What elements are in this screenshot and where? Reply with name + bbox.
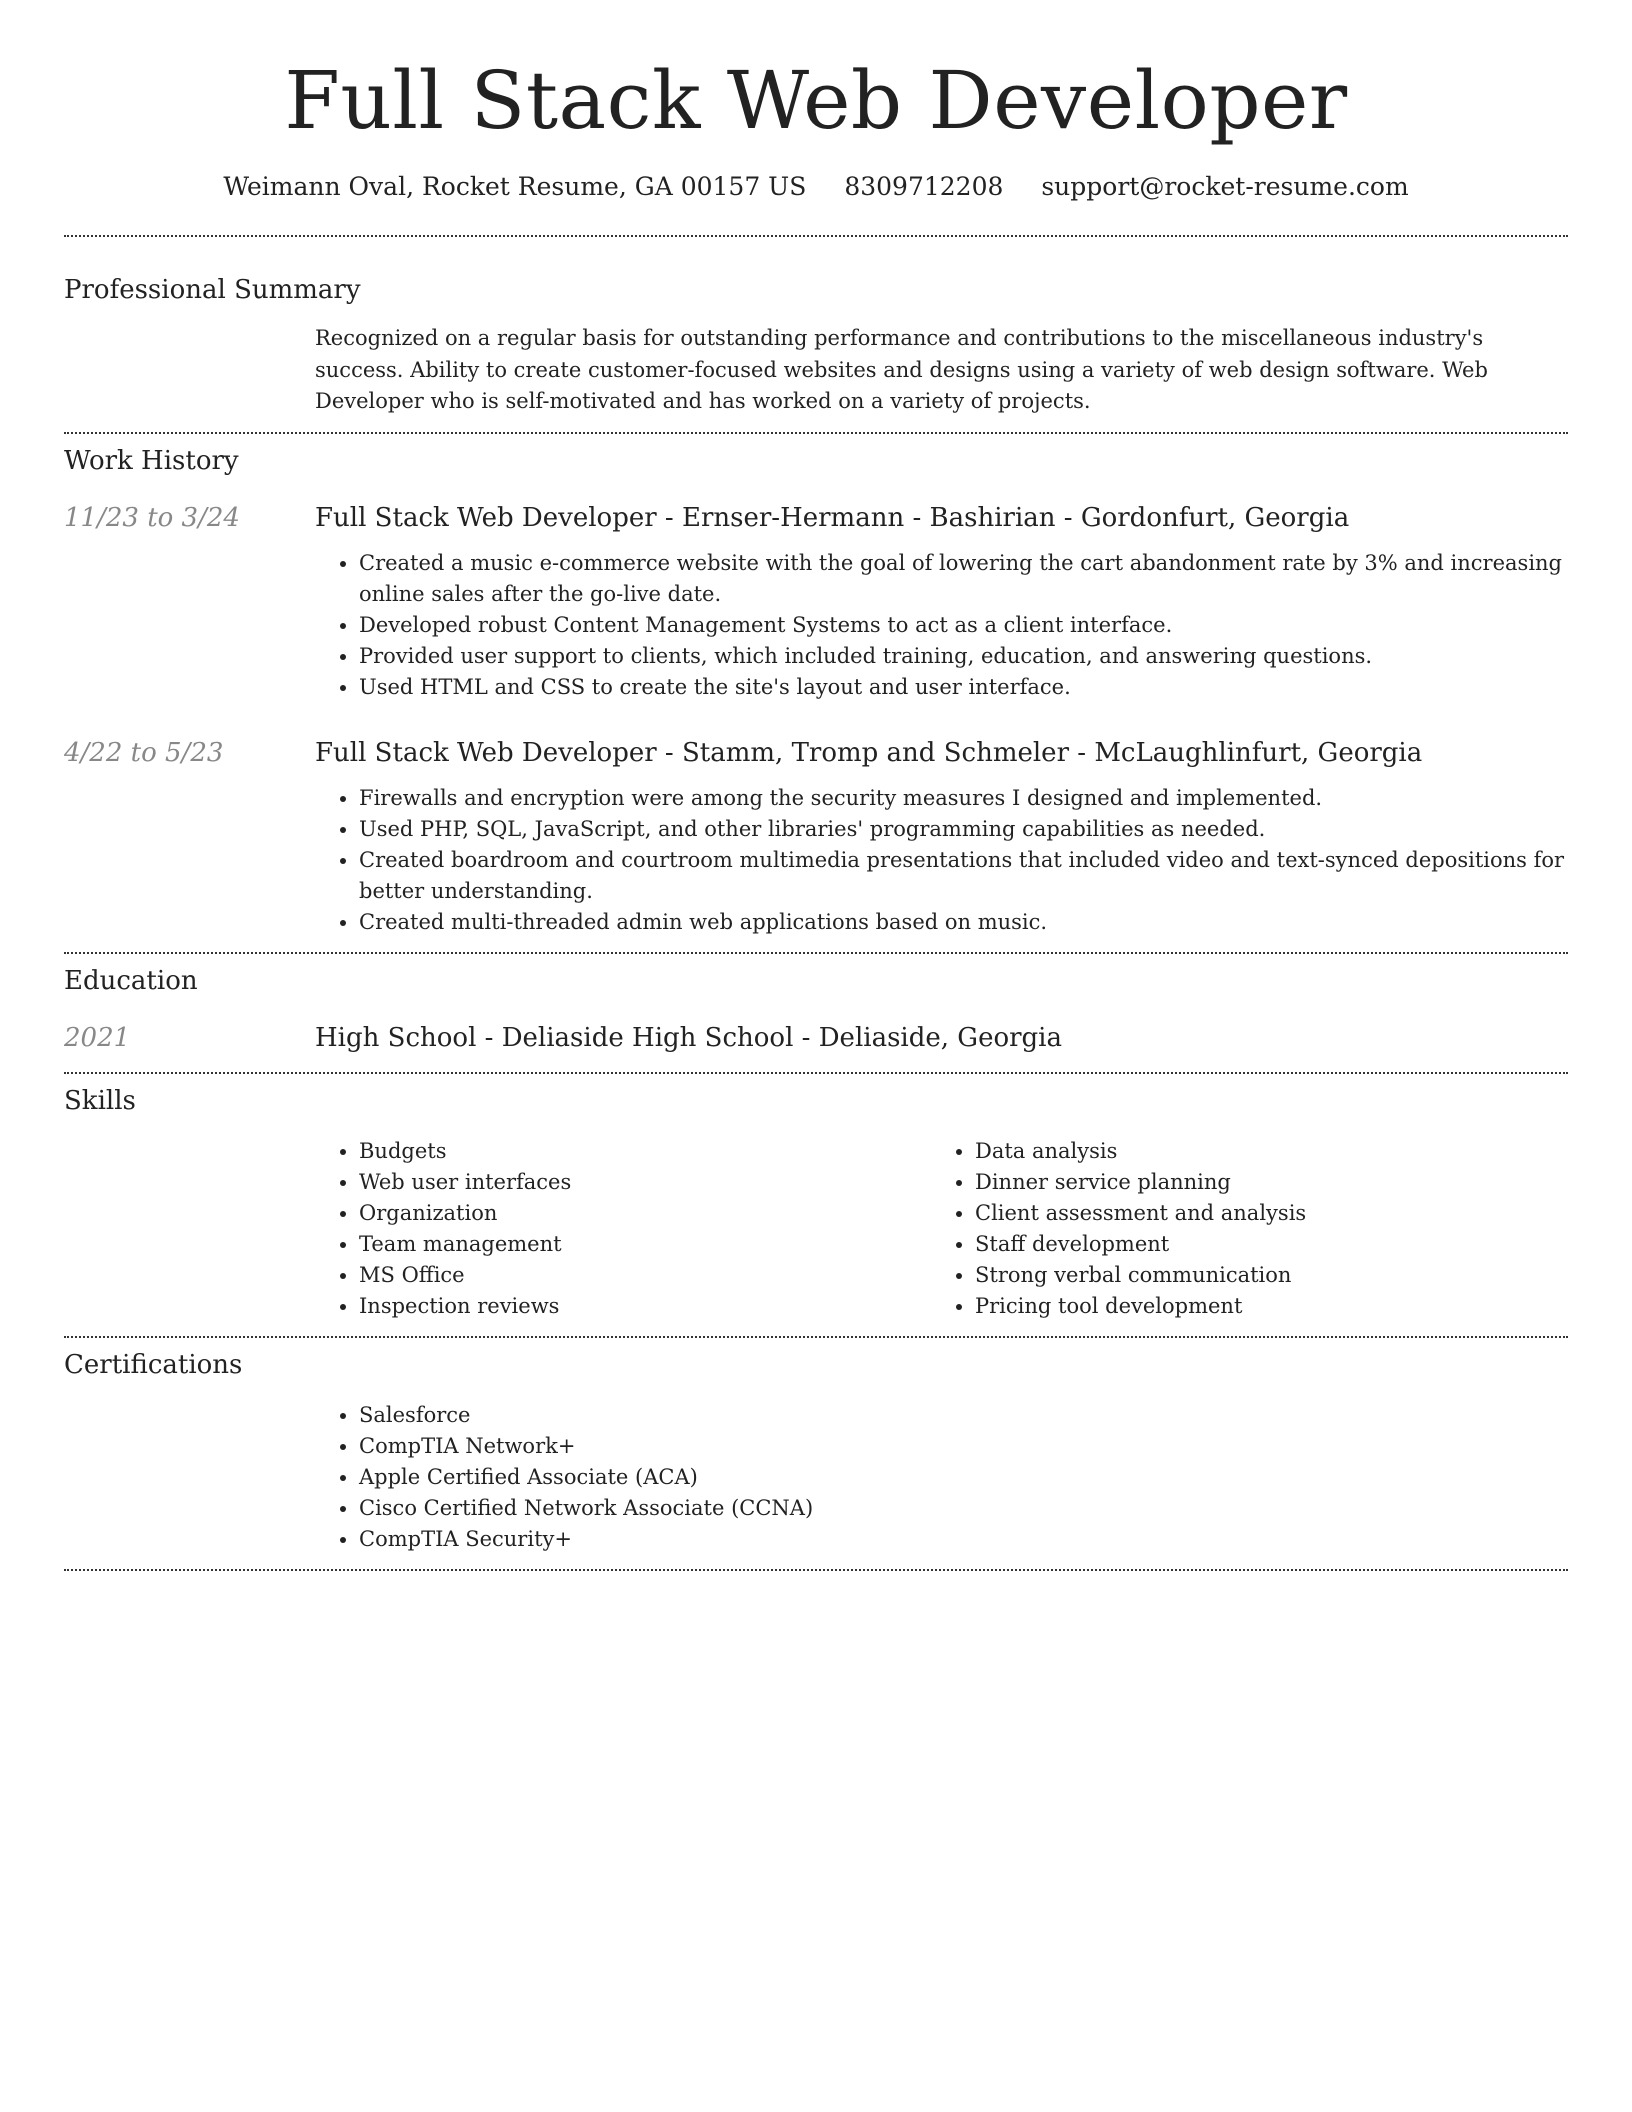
certifications-list bbox=[315, 1400, 1568, 1555]
skills-grid bbox=[315, 1136, 1568, 1322]
education-entry bbox=[64, 1020, 1568, 1056]
skills-column-left bbox=[315, 1136, 931, 1322]
job-bullet: • Used HTML and CSS to create the site's layout and user interface. bbox=[359, 672, 1568, 703]
skill-item: • Organization bbox=[359, 1198, 931, 1229]
skill-item: • Strong verbal communication bbox=[975, 1260, 1547, 1291]
education-year: 2021 bbox=[64, 1022, 131, 1053]
certification-item: • Salesforce bbox=[359, 1400, 1568, 1431]
skill-item: • Team management bbox=[359, 1229, 931, 1260]
skill-item: • Dinner service planning bbox=[975, 1167, 1547, 1198]
contact-line bbox=[64, 170, 1568, 204]
certification-item: • Cisco Certified Network Associate (CCNA) bbox=[359, 1493, 1568, 1524]
job-bullets bbox=[315, 548, 1568, 703]
skill-item: • Inspection reviews bbox=[359, 1291, 931, 1322]
job-bullet: • Created a music e-commerce website with the goal of lowering the cart abandonment rate by 3% and increasing online sales after the go-live date. bbox=[359, 548, 1568, 610]
work-history-section bbox=[64, 434, 1568, 938]
section-title-summary: Professional Summary bbox=[64, 275, 361, 305]
summary-text: Recognized on a regular basis for outstanding performance and contributions to the miscellaneous industry's success. Ability to create customer-focused websites and designs using a variety of web design software. Web Developer who is self-motivated and has worked on a variety of projects. bbox=[315, 326, 1488, 413]
skills-list-right bbox=[931, 1136, 1547, 1322]
job-bullet: • Created multi-threaded admin web applications based on music. bbox=[359, 907, 1568, 938]
job-heading: Full Stack Web Developer - Ernser-Hermann - Bashirian - Gordonfurt, Georgia bbox=[315, 502, 1350, 533]
certifications-section bbox=[64, 1338, 1568, 1555]
candidate-name: Full Stack Web Developer bbox=[284, 54, 1348, 147]
skill-item: • Data analysis bbox=[975, 1136, 1547, 1167]
contact-email: support@rocket-resume.com bbox=[1041, 172, 1409, 201]
job-bullet: • Used PHP, SQL, JavaScript, and other libraries' programming capabilities as needed. bbox=[359, 814, 1568, 845]
job-content bbox=[315, 500, 1568, 703]
certifications-list-wrap bbox=[315, 1400, 1568, 1555]
resume-header bbox=[64, 0, 1568, 204]
section-title-skills: Skills bbox=[64, 1085, 136, 1116]
job-bullet: • Provided user support to clients, which included training, education, and answering questions. bbox=[359, 641, 1568, 672]
skill-item: • Web user interfaces bbox=[359, 1167, 931, 1198]
job-heading: Full Stack Web Developer - Stamm, Tromp and Schmeler - McLaughlinfurt, Georgia bbox=[315, 737, 1423, 768]
section-title-certifications: Certifications bbox=[64, 1349, 243, 1380]
education-section bbox=[64, 954, 1568, 1056]
skill-item: • Pricing tool development bbox=[975, 1291, 1547, 1322]
certification-item: • Apple Certified Associate (ACA) bbox=[359, 1462, 1568, 1493]
education-heading: High School - Deliaside High School - Deliaside, Georgia bbox=[315, 1022, 1062, 1053]
skill-item: • Client assessment and analysis bbox=[975, 1198, 1547, 1229]
job-entry bbox=[64, 735, 1568, 938]
job-bullets bbox=[315, 783, 1568, 938]
skills-list-left bbox=[315, 1136, 931, 1322]
certification-item: • CompTIA Security+ bbox=[359, 1524, 1568, 1555]
skill-item: • Staff development bbox=[975, 1229, 1547, 1260]
certification-item: • CompTIA Network+ bbox=[359, 1431, 1568, 1462]
contact-phone: 8309712208 bbox=[844, 172, 1004, 201]
job-dates: 11/23 to 3/24 bbox=[64, 502, 240, 533]
skills-column-right bbox=[931, 1136, 1547, 1322]
contact-address: Weimann Oval, Rocket Resume, GA 00157 US bbox=[223, 172, 807, 201]
job-bullet: • Created boardroom and courtroom multimedia presentations that included video and text-synced depositions for better understanding. bbox=[359, 845, 1568, 907]
job-content bbox=[315, 735, 1568, 938]
section-title-education: Education bbox=[64, 965, 198, 996]
skill-item: • Budgets bbox=[359, 1136, 931, 1167]
job-entry bbox=[64, 500, 1568, 703]
section-title-work-history: Work History bbox=[64, 445, 239, 476]
skills-section bbox=[64, 1074, 1568, 1322]
job-bullet: • Firewalls and encryption were among the security measures I designed and implemented. bbox=[359, 783, 1568, 814]
summary-section bbox=[64, 237, 1568, 418]
divider bbox=[64, 1569, 1568, 1571]
education-content bbox=[315, 1020, 1568, 1056]
job-bullet: • Developed robust Content Management Systems to act as a client interface. bbox=[359, 610, 1568, 641]
skill-item: • MS Office bbox=[359, 1260, 931, 1291]
job-dates: 4/22 to 5/23 bbox=[64, 737, 224, 768]
